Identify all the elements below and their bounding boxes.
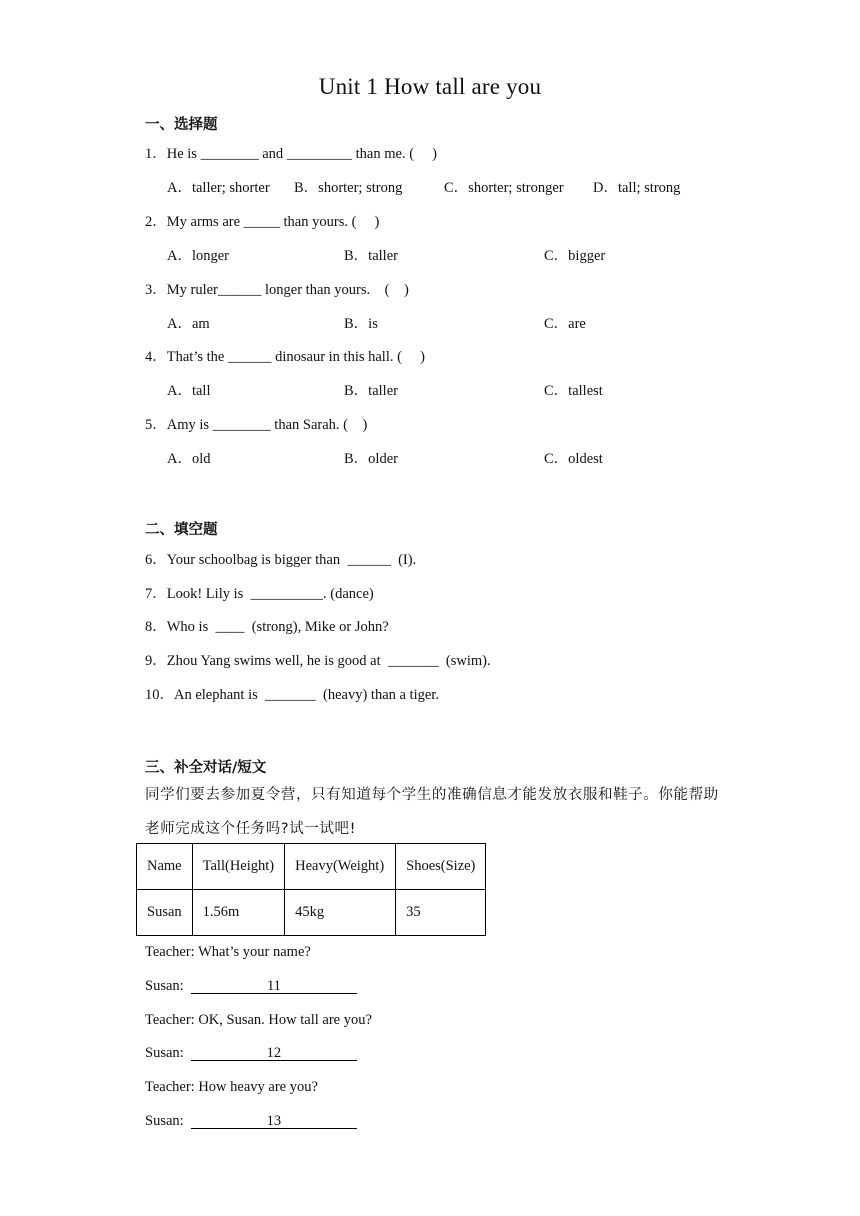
table-header-cell: Heavy(Weight): [285, 844, 396, 890]
intro-text: 同学们要去参加夏令营，只有知道每个学生的准确信息才能发放衣服和鞋子。你能帮助: [145, 787, 719, 803]
speaker-label: Teacher:: [145, 1012, 195, 1028]
option-b: B．taller: [344, 383, 398, 399]
dialog-line: [145, 1113, 357, 1130]
option-c: C．tallest: [544, 383, 603, 399]
page-title: Unit 1 How tall are you: [318, 74, 542, 99]
answer-blank[interactable]: 11: [191, 979, 357, 994]
option-b: B．taller: [344, 248, 398, 264]
option-b: B．older: [344, 451, 398, 467]
speaker-label: Teacher:: [145, 1079, 195, 1095]
table-header-cell: Shoes(Size): [396, 844, 486, 890]
table-cell: Susan: [137, 890, 193, 936]
table-cell: 35: [396, 890, 486, 936]
section-heading-fill-blank: 二、填空题: [145, 522, 218, 538]
question-stem: 1．He is ________ and _________ than me. ( ): [145, 146, 437, 162]
section-heading-dialog: 三、补全对话/短文: [145, 760, 267, 776]
option-a: A．tall: [167, 383, 211, 399]
answer-blank[interactable]: 12: [191, 1046, 357, 1061]
dialog-line: [145, 978, 357, 995]
table-cell: 45kg: [285, 890, 396, 936]
fill-item: 7．Look! Lily is __________. (dance): [145, 586, 374, 602]
dialog-text: How heavy are you?: [198, 1079, 318, 1095]
table-header-row: [137, 844, 486, 890]
speaker-label: Susan:: [145, 978, 184, 994]
question-stem: 3．My ruler______ longer than yours. ( ): [145, 282, 409, 298]
intro-text: 老师完成这个任务吗?试一试吧!: [145, 821, 357, 837]
question-stem: 2．My arms are _____ than yours. ( ): [145, 214, 380, 230]
speaker-label: Teacher:: [145, 944, 195, 960]
option-a: A．am: [167, 316, 210, 332]
student-info-table: [136, 843, 486, 936]
table-header-cell: Name: [137, 844, 193, 890]
fill-item: 8．Who is ____ (strong), Mike or John?: [145, 619, 389, 635]
dialog-text: OK, Susan. How tall are you?: [198, 1012, 372, 1028]
speaker-label: Susan:: [145, 1045, 184, 1061]
fill-item: 6．Your schoolbag is bigger than ______ (I).: [145, 552, 417, 568]
speaker-label: Susan:: [145, 1113, 184, 1129]
dialog-line: [145, 1012, 372, 1029]
dialog-line: [145, 944, 311, 961]
option-c: C．shorter; stronger: [444, 180, 564, 196]
fill-item: 9．Zhou Yang swims well, he is good at _______ (swim).: [145, 653, 491, 669]
option-a: A．taller; shorter: [167, 180, 270, 196]
option-b: B．shorter; strong: [294, 180, 403, 196]
option-c: C．are: [544, 316, 586, 332]
table-header-cell: Tall(Height): [192, 844, 284, 890]
table-row: [137, 890, 486, 936]
option-c: C．oldest: [544, 451, 603, 467]
dialog-line: [145, 1079, 318, 1096]
dialog-line: [145, 1045, 357, 1062]
answer-blank[interactable]: 13: [191, 1114, 357, 1129]
option-a: A．old: [167, 451, 211, 467]
fill-item: 10．An elephant is _______ (heavy) than a tiger.: [145, 687, 439, 703]
option-a: A．longer: [167, 248, 230, 264]
option-b: B．is: [344, 316, 378, 332]
dialog-text: What’s your name?: [198, 944, 311, 960]
option-c: C．bigger: [544, 248, 606, 264]
question-stem: 4．That’s the ______ dinosaur in this hall. ( ): [145, 349, 425, 365]
option-d: D．tall; strong: [593, 180, 681, 196]
section-heading-multiple-choice: 一、选择题: [145, 117, 218, 133]
question-stem: 5．Amy is ________ than Sarah. ( ): [145, 417, 368, 433]
table-cell: 1.56m: [192, 890, 284, 936]
